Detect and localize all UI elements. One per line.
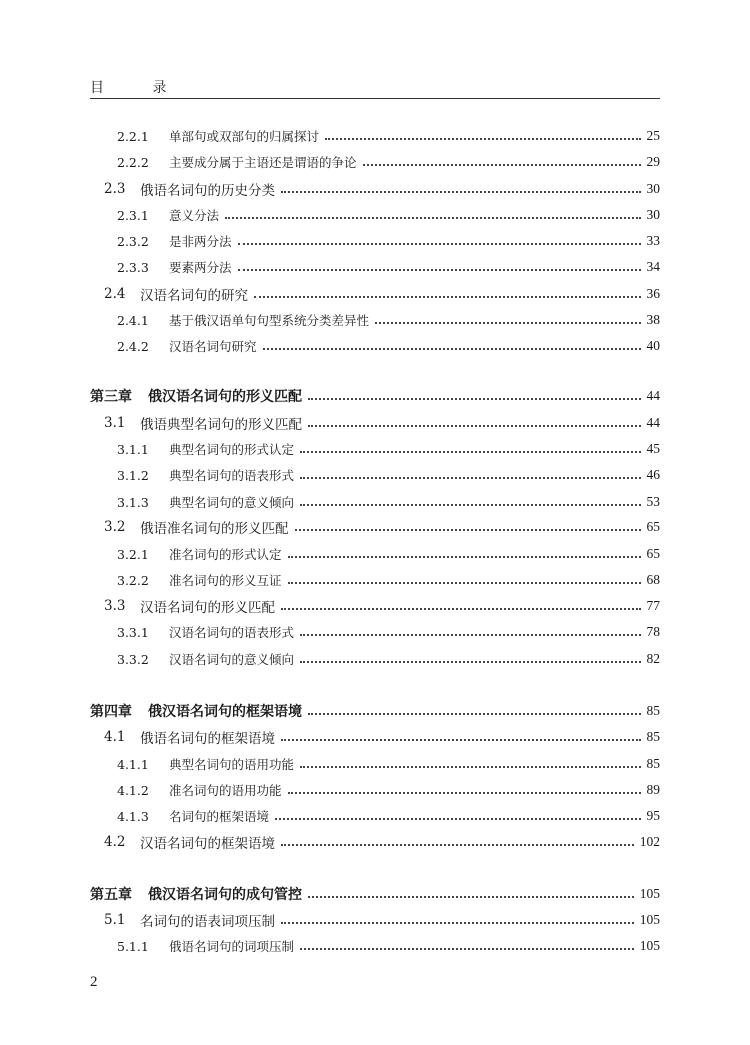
toc-entry-page: 85: [646, 729, 660, 744]
toc-entry-title: 要素两分法: [169, 260, 232, 275]
toc-entry-page: 30: [646, 207, 660, 222]
toc-entry-title: 俄语准名词句的形义匹配: [140, 521, 289, 537]
toc-entry-title: 汉语名词句研究: [169, 339, 257, 354]
toc-entry[interactable]: [104, 908, 660, 932]
toc-entry-page: 82: [646, 651, 660, 666]
toc-entry[interactable]: [104, 830, 660, 854]
toc-entry[interactable]: [117, 255, 660, 279]
toc-entry[interactable]: [117, 542, 660, 566]
dot-leader: [263, 347, 641, 350]
toc-entry-number: 3.1.1: [117, 441, 149, 457]
toc-entry-title: 准名词句的语用功能: [169, 783, 282, 798]
toc-entry-number: 2.4.1: [117, 312, 149, 328]
toc-chapter-page: 44: [646, 388, 660, 403]
toc-entry-number: 4.1.2: [117, 782, 149, 798]
dot-leader: [281, 921, 634, 924]
toc-entry-page: 89: [646, 782, 660, 797]
toc-entry-title: 单部句或双部句的归属探讨: [169, 129, 320, 144]
toc-entry-title: 名词句的语表词项压制: [140, 914, 275, 930]
toc-chapter-title: 俄汉语名词句的形义匹配: [148, 389, 302, 405]
toc-entry[interactable]: [117, 203, 660, 227]
toc-entry-title: 汉语名词句的研究: [140, 288, 248, 304]
toc-entry[interactable]: [117, 804, 660, 828]
toc-entry-page: 102: [639, 834, 660, 849]
toc-entry[interactable]: [117, 334, 660, 358]
toc-entry-page: 36: [646, 286, 660, 301]
toc-entry-number: 3.2.1: [117, 546, 149, 562]
toc-entry-title: 主要成分属于主语还是谓语的争论: [169, 155, 357, 170]
toc-entry-number: 3.3: [104, 598, 126, 614]
toc-entry-title: 典型名词句的意义倾向: [169, 495, 295, 510]
toc-entry-number: 3.1: [104, 415, 126, 431]
toc-entry-number: 3.1.3: [117, 494, 149, 510]
dot-leader: [300, 765, 640, 768]
toc-entry-page: 33: [646, 233, 660, 248]
dot-leader: [281, 607, 641, 610]
toc-chapter-page: 85: [646, 703, 660, 718]
toc-entry-title: 俄语名词句的词项压制: [169, 939, 295, 954]
toc-entry-title: 俄语典型名词句的形义匹配: [140, 417, 302, 433]
toc-entry[interactable]: [117, 150, 660, 174]
toc-entry-number: 2.2.1: [117, 128, 149, 144]
toc-entry-title: 俄语名词句的历史分类: [140, 183, 275, 199]
toc-entry-number: 2.3.2: [117, 233, 149, 249]
dot-leader: [300, 503, 640, 506]
page-number: 2: [90, 974, 98, 990]
toc-chapter-number: 第四章: [90, 704, 132, 720]
toc-entry[interactable]: [117, 934, 660, 958]
toc-entry-number: 2.4.2: [117, 338, 149, 354]
toc-entry-page: 34: [646, 259, 660, 274]
toc-entry-page: 38: [646, 312, 660, 327]
toc-entry-page: 53: [646, 494, 660, 509]
dot-leader: [300, 660, 640, 663]
toc-entry-number: 3.1.2: [117, 467, 149, 483]
toc-entry-title: 汉语名词句的形义匹配: [140, 600, 275, 616]
dot-leader: [300, 450, 640, 453]
dot-leader: [238, 268, 641, 271]
toc-entry-page: 78: [646, 624, 660, 639]
dot-leader: [254, 295, 641, 298]
toc-entry-title: 准名词句的形式认定: [169, 547, 282, 562]
dot-leader: [281, 190, 641, 193]
dot-leader: [295, 528, 641, 531]
toc-entry[interactable]: [104, 594, 660, 618]
toc-entry-title: 是非两分法: [169, 234, 232, 249]
toc-entry-page: 29: [646, 154, 660, 169]
toc-entry-title: 汉语名词句的意义倾向: [169, 652, 295, 667]
toc-entry-number: 3.3.2: [117, 651, 149, 667]
toc-entry-number: 2.4: [104, 286, 126, 302]
toc-entry-number: 4.1: [104, 729, 126, 745]
toc-entry-number: 3.2.2: [117, 572, 149, 588]
toc-entry[interactable]: [117, 568, 660, 592]
toc-entry-title: 名词句的框架语境: [169, 809, 270, 824]
dot-leader: [308, 712, 641, 715]
toc-entry-page: 85: [646, 756, 660, 771]
toc-entry[interactable]: [104, 411, 660, 435]
toc-entry-page: 44: [646, 415, 660, 430]
toc-entry-number: 5.1.1: [117, 938, 149, 954]
toc-entry-title: 准名词句的形义互证: [169, 573, 282, 588]
toc-entry[interactable]: [117, 124, 660, 148]
toc-entry[interactable]: [117, 463, 660, 487]
toc-entry-page: 30: [646, 181, 660, 196]
toc-entry[interactable]: [117, 308, 660, 332]
dot-leader: [288, 581, 641, 584]
toc-chapter-title: 俄汉语名词句的成句管控: [148, 887, 302, 903]
toc-entry-title: 汉语名词句的框架语境: [140, 836, 275, 852]
toc-entry-number: 2.3.3: [117, 259, 149, 275]
header-title: 目 录: [90, 80, 189, 96]
dot-leader: [275, 817, 640, 820]
dot-leader: [363, 163, 641, 166]
toc-entry[interactable]: [117, 437, 660, 461]
dot-leader: [325, 137, 640, 140]
dot-leader: [281, 738, 641, 741]
toc-entry-page: 105: [639, 912, 660, 927]
toc-entry-title: 典型名词句的语用功能: [169, 757, 295, 772]
dot-leader: [238, 242, 641, 245]
dot-leader: [300, 947, 634, 950]
toc-entry[interactable]: [117, 490, 660, 514]
toc-entry[interactable]: [117, 752, 660, 776]
dot-leader: [375, 321, 640, 324]
toc-entry-page: 95: [646, 808, 660, 823]
toc-chapter-title: 俄汉语名词句的框架语境: [148, 704, 302, 720]
toc-entry-number: 5.1: [104, 912, 126, 928]
toc-entry-number: 3.2: [104, 519, 126, 535]
toc-entry-number: 4.1.1: [117, 756, 149, 772]
toc-entry-title: 俄语名词句的框架语境: [140, 731, 275, 747]
toc-entry[interactable]: [117, 229, 660, 253]
dot-leader: [288, 555, 641, 558]
toc-chapter[interactable]: [90, 699, 660, 723]
toc-entry-page: 68: [646, 572, 660, 587]
toc-entry-page: 77: [646, 598, 660, 613]
dot-leader: [300, 476, 640, 479]
toc-chapter[interactable]: [90, 882, 660, 906]
toc-entry-page: 45: [646, 441, 660, 456]
toc-entry-page: 25: [646, 128, 660, 143]
toc-entry[interactable]: [104, 177, 660, 201]
toc-entry-title: 典型名词句的形式认定: [169, 442, 295, 457]
dot-leader: [281, 843, 634, 846]
toc-entry-page: 46: [646, 467, 660, 482]
dot-leader: [308, 424, 641, 427]
toc-entry[interactable]: [104, 282, 660, 306]
toc-entry-number: 2.3: [104, 181, 126, 197]
toc-entry-number: 4.2: [104, 834, 126, 850]
dot-leader: [288, 791, 641, 794]
dot-leader: [225, 216, 640, 219]
toc-entry-number: 4.1.3: [117, 808, 149, 824]
toc-entry-page: 65: [646, 546, 660, 561]
toc-entry[interactable]: [117, 778, 660, 802]
toc-entry-title: 意义分法: [169, 208, 220, 223]
toc-chapter-page: 105: [639, 886, 660, 901]
toc-entry-page: 40: [646, 338, 660, 353]
toc-entry-number: 3.3.1: [117, 624, 149, 640]
toc-chapter-number: 第五章: [90, 887, 132, 903]
toc-entry-page: 65: [646, 519, 660, 534]
toc-entry-page: 105: [639, 938, 660, 953]
dot-leader: [300, 633, 640, 636]
toc-entry[interactable]: [104, 515, 660, 539]
dot-leader: [308, 397, 641, 400]
toc-entry-title: 汉语名词句的语表形式: [169, 625, 295, 640]
toc-entry-title: 典型名词句的语表形式: [169, 468, 295, 483]
toc-entry[interactable]: [104, 725, 660, 749]
toc-entry[interactable]: [117, 620, 660, 644]
toc-entry[interactable]: [117, 647, 660, 671]
toc-entry-title: 基于俄汉语单句句型系统分类差异性: [169, 313, 370, 328]
toc-chapter-number: 第三章: [90, 389, 132, 405]
toc-chapter[interactable]: [90, 384, 660, 408]
toc-entry-number: 2.2.2: [117, 154, 149, 170]
toc-entry-number: 2.3.1: [117, 207, 149, 223]
dot-leader: [308, 895, 634, 898]
